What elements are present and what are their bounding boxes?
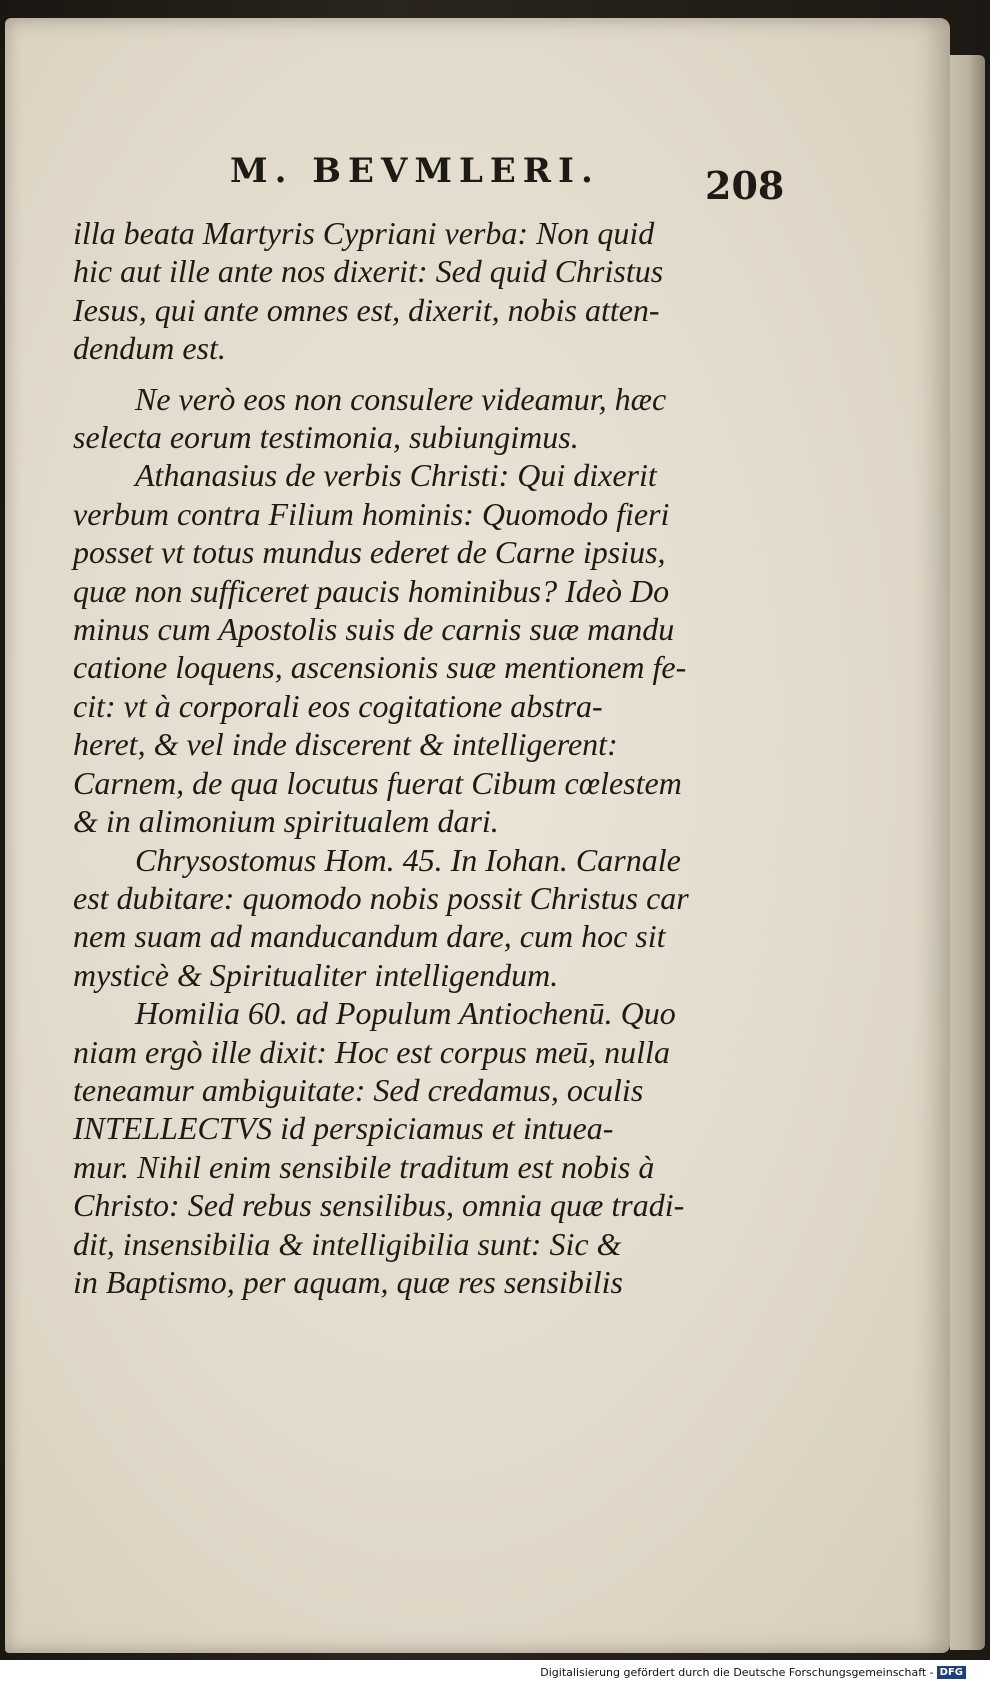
text-line: illa beata Martyris Cypriani verba: Non quid <box>73 215 655 251</box>
text-line: Chrysostomus Hom. 45. In Iohan. Carnale <box>135 841 681 878</box>
text-line: catione loquens, ascensionis suæ mentionem fe- <box>73 649 687 686</box>
credit-text: Digitalisierung gefördert durch die Deutsche Forschungsgemeinschaft - <box>540 1665 934 1679</box>
text-line: quæ non sufficeret paucis hominibus? Ideò Do <box>73 572 670 609</box>
text-line: Christo: Sed rebus sensilibus, omnia quæ tradi- <box>73 1187 685 1224</box>
text-line: heret, & vel inde discerent & intelligerent: <box>73 726 618 763</box>
next-page-edge <box>950 55 985 1650</box>
text-line: hic aut ille ante nos dixerit: Sed quid Christus <box>73 253 664 290</box>
text-line: selecta eorum testimonia, subiungimus. <box>73 419 579 456</box>
text-line: mur. Nihil enim sensibile traditum est nobis à <box>73 1148 655 1185</box>
text-line: Iesus, qui ante omnes est, dixerit, nobis atten- <box>73 291 660 328</box>
text-line: Carnem, de qua locutus fuerat Cibum cœlestem <box>73 764 682 801</box>
text-line: in Baptismo, per aquam, quæ res sensibilis <box>73 1263 623 1300</box>
text-line: mysticè & Spiritualiter intelligendum. <box>73 956 559 993</box>
body-text <box>73 214 763 1301</box>
book-page <box>5 18 950 1653</box>
text-line: cit: vt à corporali eos cogitatione abstra- <box>73 687 603 724</box>
text-line: dendum est. <box>73 330 226 367</box>
text-line: teneamur ambiguitate: Sed credamus, oculis <box>73 1071 644 1108</box>
running-head: M. BEVMLERI. <box>230 151 600 191</box>
text-line: verbum contra Filium hominis: Quomodo fieri <box>73 495 670 532</box>
text-line: niam ergò ille dixit: Hoc est corpus meū, nulla <box>73 1033 670 1070</box>
text-line: & in alimonium spiritualem dari. <box>73 803 499 840</box>
text-line: dit, insensibilia & intelligibilia sunt: Sic & <box>73 1225 622 1262</box>
text-line: est dubitare: quomodo nobis possit Christus car <box>73 879 689 916</box>
text-line: Homilia 60. ad Populum Antiochenū. Quo <box>135 995 676 1032</box>
digitization-credit <box>540 1666 966 1680</box>
text-line: minus cum Apostolis suis de carnis suæ mandu <box>73 611 675 648</box>
page-number: 208 <box>705 163 785 208</box>
text-line: Athanasius de verbis Christi: Qui dixerit <box>135 457 657 494</box>
text-line: nem suam ad manducandum dare, cum hoc sit <box>73 918 666 955</box>
text-line: INTELLECTVS id perspiciamus et intuea- <box>73 1110 614 1147</box>
text-line: posset vt totus mundus ederet de Carne ipsius, <box>73 534 666 571</box>
text-line: Ne verò eos non consulere videamur, hæc <box>135 380 667 417</box>
dfg-logo: DFG <box>937 1666 966 1679</box>
